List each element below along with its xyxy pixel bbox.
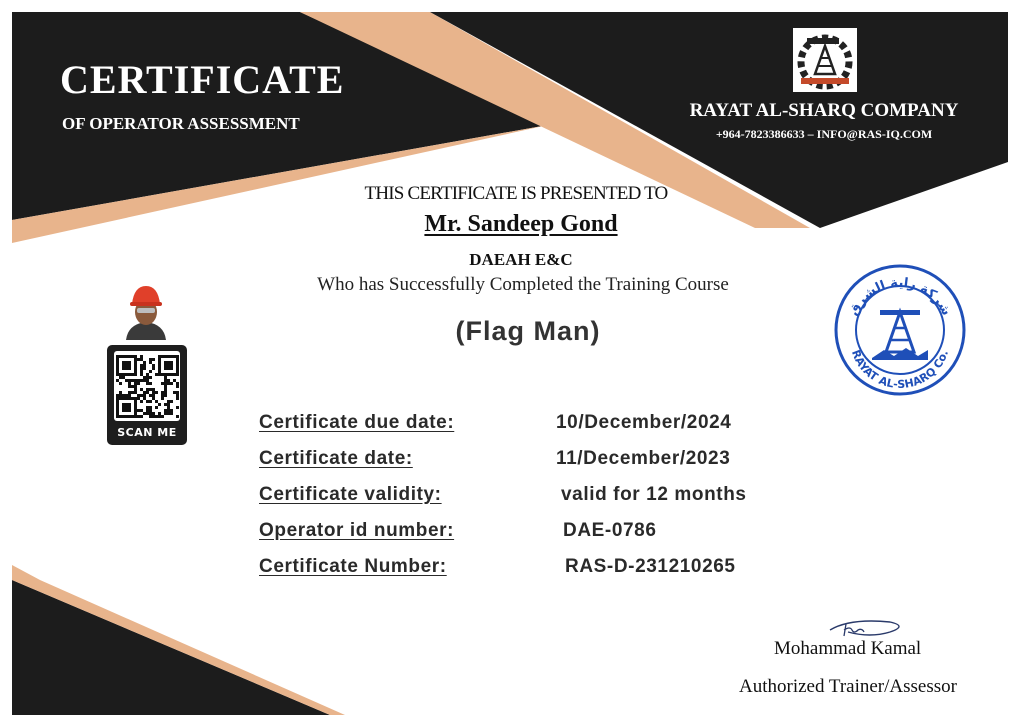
detail-label: Certificate Number: — [259, 556, 447, 577]
qr-code-badge[interactable] — [107, 345, 187, 445]
detail-value: valid for 12 months — [561, 484, 747, 505]
certificate-title: CERTIFICATE — [60, 57, 345, 102]
signer-title: Authorized Trainer/Assessor — [739, 676, 957, 697]
detail-label: Certificate date: — [259, 448, 413, 469]
company-name: RAYAT AL-SHARQ COMPANY — [689, 100, 959, 121]
presented-to-text: THIS CERTIFICATE IS PRESENTED TO — [364, 183, 668, 204]
detail-value: 10/December/2024 — [556, 412, 732, 433]
operator-photo-icon — [120, 280, 172, 340]
detail-value: DAE-0786 — [563, 520, 657, 541]
stamp-arabic-text: شركة راية الشرق — [846, 275, 954, 319]
signer-name: Mohammad Kamal — [774, 638, 922, 659]
company-seal-stamp-icon — [832, 262, 968, 398]
detail-label: Operator id number: — [259, 520, 455, 541]
detail-value: RAS-D-231210265 — [565, 556, 736, 577]
completion-statement: Who has Successfully Completed the Training Course — [317, 274, 729, 295]
stamp-text: RAYAT AL-SHARQ Co. — [848, 348, 952, 392]
oil-derrick-gear-logo-icon — [793, 28, 857, 92]
detail-label: Certificate validity: — [259, 484, 442, 505]
course-name: (Flag Man) — [455, 316, 601, 346]
employer-name: DAEAH E&C — [469, 250, 573, 269]
detail-value: 11/December/2023 — [556, 448, 731, 469]
detail-label: Certificate due date: — [259, 412, 455, 433]
company-contact: +964-7823386633 – INFO@RAS-IQ.COM — [715, 127, 933, 141]
recipient-name-text: Mr. Sandeep Gond — [424, 211, 618, 237]
certificate-subtitle: OF OPERATOR ASSESSMENT — [62, 114, 300, 133]
qr-code-icon[interactable] — [114, 351, 180, 421]
scan-me-label: SCAN ME — [117, 426, 177, 439]
recipient-name — [0, 211, 1024, 238]
